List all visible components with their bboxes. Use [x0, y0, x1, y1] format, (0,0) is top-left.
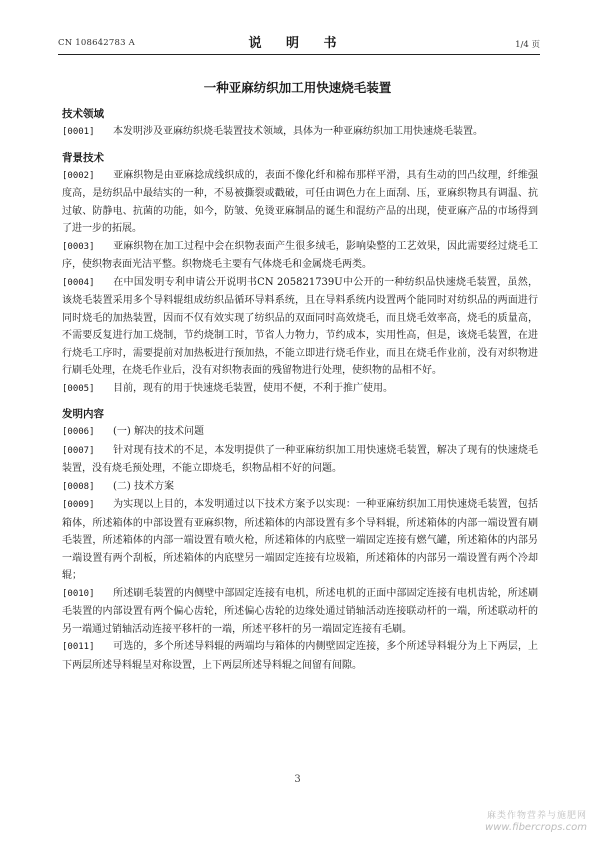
document-title: 一种亚麻纺织加工用快速烧毛装置: [203, 80, 392, 95]
paragraph-text: 目前，现有的用于快速烧毛装置，使用不便，不利于推广使用。: [113, 382, 393, 394]
section-heading-technical-field: 技术领域: [62, 108, 104, 120]
page-number: 3: [294, 774, 301, 785]
paragraph-text: 针对现有技术的不足，本发明提供了一种亚麻纺织加工用快速烧毛装置，解决了现有的快速烧毛装置，没有烧毛预处理，不能立即烧毛，织物品相不好的问题。: [62, 444, 538, 474]
paragraph-text: 可选的，多个所述导料辊的两端均与箱体的内侧壁固定连接，多个所述导料辊分为上下两层，上下两层所述导料辊呈对称设置，上下两层所述导料辊之间留有间隙。: [62, 641, 538, 671]
paragraph: [62, 638, 538, 674]
paragraph: [62, 123, 538, 142]
paragraph: [62, 442, 538, 478]
paragraph-number: [0007]: [62, 445, 95, 456]
paragraph-text: 亚麻织物在加工过程中会在织物表面产生很多绒毛，影响染整的工艺效果，因此需要经过烧毛工序，使织物表面光洁平整。织物烧毛主要有气体烧毛和金属烧毛两类。: [62, 240, 538, 270]
paragraph-text: 本发明涉及亚麻纺织烧毛装置技术领域，具体为一种亚麻纺织加工用快速烧毛装置。: [113, 126, 483, 137]
paragraph: [62, 274, 538, 380]
paragraph: [62, 167, 538, 238]
paragraph-number: [0009]: [62, 500, 95, 510]
paragraph: [62, 496, 538, 585]
paragraph-text: 亚麻织物是由亚麻捻成线织成的，表面不像化纤和棉布那样平滑，具有生动的凹凸纹理，纤维强度高，是纺织品中最结实的一种，不易被撕裂或戳破，可任由调色力在上面刮、压，亚麻织物具有调温、抗过敏、防静电、抗菌的功能，如今，防皱、免烫亚麻制品的诞生和混纺产品的出现，使亚麻产品的市场得到了进一步的拓展。: [62, 169, 538, 234]
paragraph-number: [0003]: [62, 241, 95, 252]
paragraph-number: [0005]: [62, 383, 95, 394]
paragraph: [62, 423, 538, 442]
paragraph-text: 为实现以上目的，本发明通过以下技术方案予以实现：一种亚麻纺织加工用快速烧毛装置，包括箱体，所述箱体的中部设置有亚麻织物，所述箱体的内部设置有多个导料辊，所述箱体的内部一端设置有刷毛装置，所述箱体的内部一端设置有喷火枪，所述箱体的内底壁一端固定连接有燃气罐，所述箱体的内部另一端设置有两个刮板，所述箱体的内底壁另一端固定连接有垃圾箱，所述箱体的内部另一端设置有两个冷却辊；: [62, 499, 538, 581]
page-count: 1/4 页: [515, 40, 540, 50]
paragraph-number: [0004]: [62, 277, 95, 288]
paragraph-number: [0010]: [62, 588, 95, 599]
header-divider: [58, 54, 540, 55]
document-body: [62, 106, 538, 674]
paragraph-number: [0006]: [62, 427, 95, 437]
paragraph: [62, 380, 538, 399]
paragraph-text: 所述刷毛装置的内侧壁中部固定连接有电机，所述电机的正面中部固定连接有电机齿轮，所述刷毛装置的内部设置有两个偏心齿轮，所述偏心齿轮的边缘处通过销轴活动连接联动杆的一端，所述联动杆的另一端通过销轴活动连接平移杆的一端，所述平移杆的另一端固定连接有毛刷。: [62, 587, 538, 635]
paragraph-text: (一) 解决的技术问题: [113, 426, 204, 437]
section-heading-summary: 发明内容: [62, 408, 104, 420]
paragraph-text: 在中国发明专利申请公开说明书CN 205821739U中公开的一种纺织品快速烧毛装置，虽然，该烧毛装置采用多个导料辊组成纺织品循环导料系统，且在导料系统内设置两个能同时对纺织品的两面进行同时烧毛的加热装置，因而不仅有效实现了纺织品的双面同时高效烧毛，而且烧毛效率高，烧毛的质量高，不需要反复进行加工烧制，节约烧制工时，节省人力物力，节约成本，实用性高，但是，该烧毛装置，在进行烧毛工序时，需要提前对加热板进行预加热，不能立即进行烧毛作业，而且在烧毛作业前，没有对织物进行刷毛处理，在烧毛作业后，没有对织物表面的残留物进行处理，使织物的品相不好。: [62, 276, 538, 376]
document-type-heading: 说 明 书: [248, 36, 347, 51]
section-heading-background: 背景技术: [62, 151, 104, 164]
publication-number: CN 108642783 A: [58, 38, 135, 48]
watermark-site-name: 麻类作物营养与施肥网: [486, 811, 587, 821]
paragraph-number: [0002]: [62, 170, 95, 181]
site-watermark: [485, 808, 587, 833]
paragraph: [62, 585, 538, 639]
paragraph-number: [0008]: [62, 481, 95, 492]
paragraph: [62, 238, 538, 274]
paragraph-text: (二) 技术方案: [113, 480, 174, 492]
paragraph-number: [0011]: [62, 642, 95, 652]
watermark-url: www.fibercrops.com: [485, 822, 587, 833]
paragraph: [62, 478, 538, 497]
paragraph-number: [0001]: [62, 127, 95, 137]
